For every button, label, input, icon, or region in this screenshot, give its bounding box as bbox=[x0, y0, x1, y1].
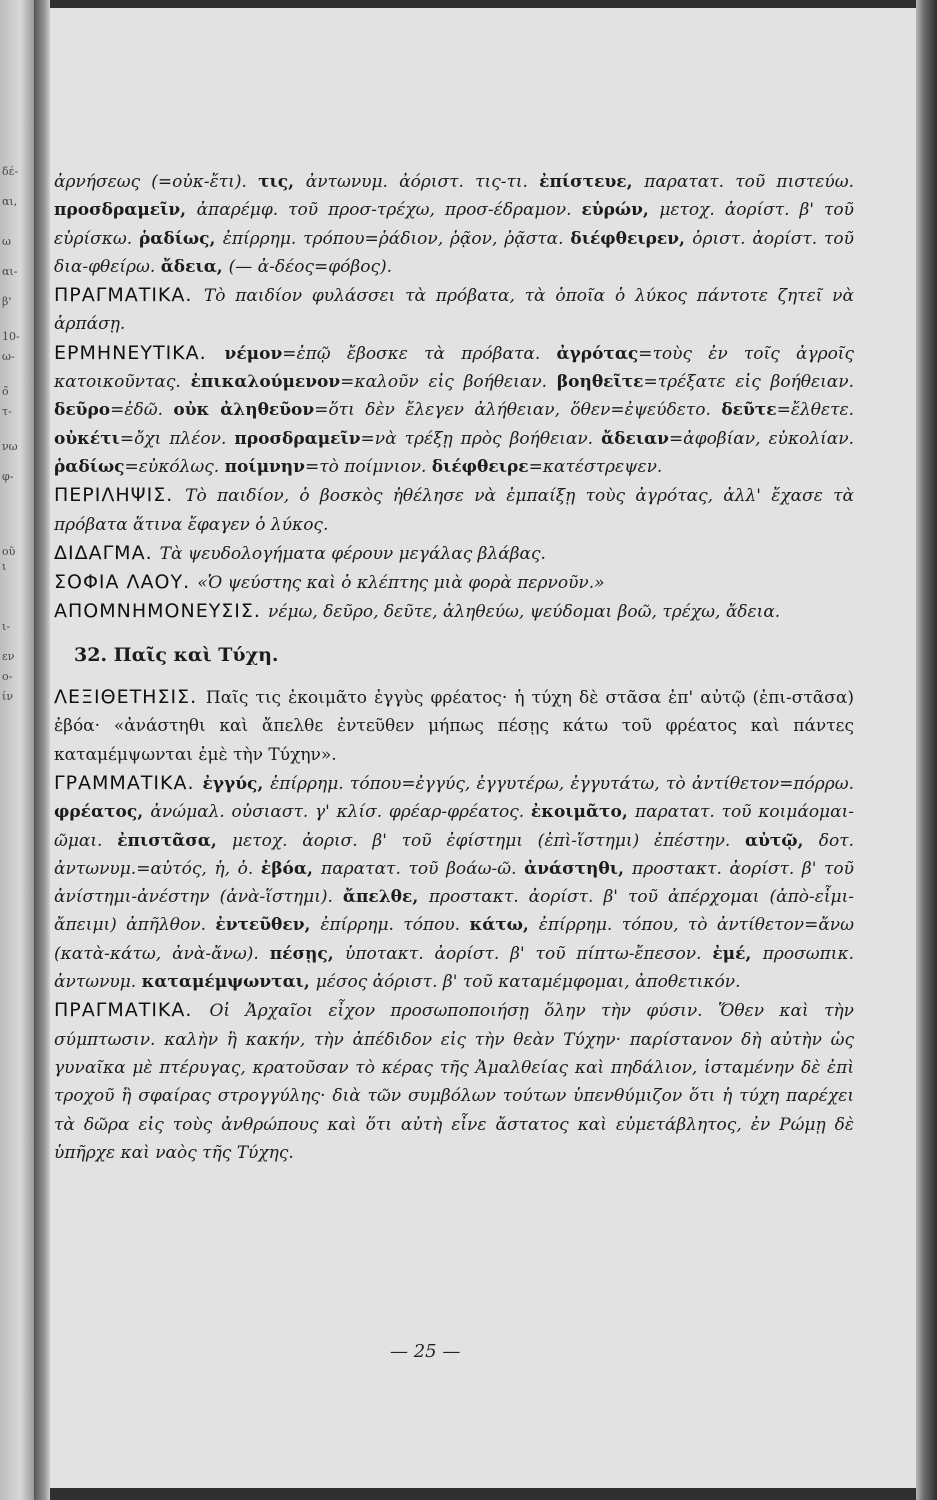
headword: ἐπικαλούμενον bbox=[190, 372, 341, 393]
headword: προσδραμεῖν, bbox=[54, 200, 197, 221]
headword: πέσῃς, bbox=[269, 943, 346, 964]
text-run: παρατατ. τοῦ πιστεύω. bbox=[644, 172, 854, 192]
headword: καταμέμψωνται, bbox=[141, 972, 316, 993]
section-label: ΕΡΜΗΝΕΥΤΙΚΑ. bbox=[54, 341, 225, 364]
section-label: ΓΡΑΜΜΑΤΙΚΑ. bbox=[54, 771, 203, 794]
headword: οὐκέτι bbox=[54, 428, 120, 449]
text-run: =ἔλθετε. bbox=[776, 400, 855, 421]
text-run: =ἐπῷ ἔβοσκε τὰ πρόβατα. bbox=[282, 343, 557, 364]
text-run: ἐπίρρημ. τόπου, τὸ ἀντίθετον=ἄνω (κατὰ-κάτω, ἀνὰ-ἄνω). bbox=[54, 915, 854, 964]
section-label: ΠΕΡΙΛΗΨΙΣ. bbox=[54, 484, 186, 507]
adjacent-page-fragment: αι- bbox=[2, 265, 18, 278]
text-run: παρατατ. τοῦ βοάω-ῶ. bbox=[321, 858, 525, 879]
headword: ἄπελθε, bbox=[342, 887, 429, 908]
headword: ῥαδίως bbox=[54, 456, 125, 477]
headword: τις, bbox=[258, 172, 306, 192]
headword: δεῦρο bbox=[54, 400, 111, 421]
page-number: — 25 — bbox=[390, 1341, 461, 1362]
text-run: μετοχ. ἀορίστ. β' τοῦ εὑρίσκω. bbox=[54, 200, 855, 249]
text-run: ἀρνήσεως (=οὐκ-ἔτι). bbox=[54, 172, 259, 192]
headword: ἀνάστηθι, bbox=[524, 858, 633, 879]
text-run: =ὅτι δὲν ἔλεγεν ἀλήθειαν, ὅθεν=ἐψεύδετο. bbox=[314, 400, 722, 421]
text-run: δοτ. ἀντωνυμ.=αὐτός, ἡ, ὁ. bbox=[54, 830, 854, 879]
adjacent-page-fragment: β' bbox=[2, 295, 12, 308]
text-run: προστακτ. ἀορίστ. β' τοῦ ἀνίστημι-ἀνέστην (ἀνὰ-ἵστημι). bbox=[54, 858, 855, 908]
adjacent-page-fragment: ο̃ bbox=[2, 385, 9, 398]
headword: ἀγρότας bbox=[556, 343, 639, 364]
text-run: ἀπαρέμφ. τοῦ προσ-τρέχω, προσ-έδραμον. bbox=[196, 200, 582, 221]
text-run: ἀντωνυμ. ἀόριστ. τις-τι. bbox=[305, 172, 540, 192]
headword: διέφθειρεν, bbox=[570, 228, 693, 249]
text-run: προσωπικ. ἀντωνυμ. bbox=[54, 943, 855, 993]
text-run: ὑποτακτ. ἀορίστ. β' τοῦ πίπτω-ἔπεσον. bbox=[345, 943, 713, 964]
headword: ποίμνην bbox=[224, 456, 305, 477]
vocabulary-section bbox=[54, 168, 854, 627]
text-run: μετοχ. ἀορισ. β' τοῦ ἐφίστημι (ἐπὶ-ἵστημι) ἐπέστην. bbox=[232, 830, 746, 851]
text-run: Τὰ ψευδολογήματα φέρουν μεγάλας βλάβας. bbox=[159, 543, 546, 564]
adjacent-page-fragment: 10- bbox=[2, 330, 20, 343]
text-run: Τὸ παιδίον, ὁ βοσκὸς ἠθέλησε νὰ ἐμπαίξῃ τοὺς ἀγρότας, ἀλλ' ἔχασε τὰ πρόβατα ἅτινα ἔφαγεν ὁ λύκος. bbox=[54, 486, 854, 535]
text-run: (— ἀ-δέος=φόβος). bbox=[228, 256, 393, 277]
headword: ἐκοιμᾶτο, bbox=[530, 802, 635, 823]
book-gutter bbox=[34, 0, 50, 1500]
text-run: Παῖς τις ἐκοιμᾶτο ἐγγὺς φρέατος· ἡ τύχη δὲ στᾶσα ἐπ' αὐτῷ (ἐπι-στᾶσα) ἐβόα· «ἀνάστηθι καὶ ἄπελθε ἐντεῦθεν μήπως πέσῃς κάτω τοῦ φρέατος καὶ πάντες καταμέμψωνται ἐμὲ τὴν Τύχην». bbox=[54, 688, 855, 765]
headword: ἄδεια, bbox=[160, 256, 229, 277]
section-label: ΠΡΑΓΜΑΤΙΚΑ. bbox=[54, 284, 204, 307]
paragraph bbox=[54, 339, 854, 481]
headword: οὐκ ἀληθεῦον bbox=[173, 400, 315, 421]
page-edge-shadow bbox=[916, 0, 937, 1500]
headword: προσδραμεῖν bbox=[234, 428, 361, 449]
headword: δεῦτε bbox=[721, 400, 777, 421]
headword: ἐντεῦθεν, bbox=[215, 915, 321, 936]
text-run: Τὸ παιδίον φυλάσσει τὰ πρόβατα, τὰ ὁποῖα ὁ λύκος πάντοτε ζητεῖ νὰ ἁρπάσῃ. bbox=[54, 286, 854, 335]
text-run: =τοὺς ἐν τοῖς ἀγροῖς κατοικοῦντας. bbox=[54, 343, 854, 393]
text-run: =νὰ τρέξῃ πρὸς βοήθειαν. bbox=[360, 428, 602, 449]
adjacent-page-fragment: αι, bbox=[2, 195, 18, 208]
adjacent-page-edge bbox=[0, 0, 34, 1500]
adjacent-page-fragment: φ- bbox=[2, 470, 14, 483]
paragraph bbox=[54, 539, 854, 568]
paragraph bbox=[54, 597, 854, 626]
headword: ἐβόα, bbox=[260, 858, 322, 879]
section-label: ΛΕΞΙΘΕΤΗΣΙΣ. bbox=[54, 686, 206, 709]
text-run: =ὄχι πλέον. bbox=[119, 428, 235, 449]
section-label: ΑΠΟΜΝΗΜΟΝΕΥΣΙΣ. bbox=[54, 600, 268, 623]
headword: ῥαδίως, bbox=[138, 228, 223, 249]
headword: διέφθειρε bbox=[431, 456, 529, 477]
headword: νέμον bbox=[224, 343, 283, 364]
book-page bbox=[50, 8, 916, 1488]
text-run: ἐπίρρημ. τόπου. bbox=[320, 915, 470, 936]
text-run: Οἱ Ἀρχαῖοι εἶχον προσωποποιήσῃ ὅλην τὴν φύσιν. Ὅθεν καὶ τὴν σύμπτωσιν. καλὴν ἢ κακήν, τὴν ἀπέδιδον εἰς τὴν θεὰν Τύχην· παρίστανον δὴ αὐτὴν ὡς γυναῖκα μὲ πτέρυγας, κρατοῦσαν τὸ κέρας τῆς Ἀμαλθείας καὶ πηδάλιον, ἱσταμένην δὲ ἐπὶ τροχοῦ ἢ σφαίρας στρογγύλης· διὰ τῶν συμβόλων τούτων ὑπενθύμιζον ὅτι ἡ τύχη παρέχει τὰ δῶρα εἰς τοὺς ἀνθρώπους καὶ ὅτι αὐτὴ εἶνε ἄστατος καὶ εὐμετάβλητος, ἐν Ρώμῃ δὲ ὑπῆρχε καὶ ναὸς τῆς Τύχης. bbox=[54, 1001, 854, 1163]
adjacent-page-fragment: νω bbox=[2, 440, 18, 453]
adjacent-page-fragment: ω bbox=[2, 235, 11, 248]
page-text bbox=[54, 168, 854, 1167]
text-run: νέμω, δεῦρο, δεῦτε, ἀληθεύω, ψεύδομαι βοῶ, τρέχω, ἄδεια. bbox=[268, 602, 781, 623]
text-run: ἐπίρρημ. τόπου=ἐγγύς, ἐγγυτέρω, ἐγγυτάτω, τὸ ἀντίθετον=πόρρω. bbox=[270, 773, 855, 794]
headword: ἐπίστευε, bbox=[539, 172, 645, 192]
adjacent-page-fragment: ω- bbox=[2, 350, 15, 363]
adjacent-page-fragment: τ- bbox=[2, 405, 12, 418]
headword: κάτω, bbox=[469, 915, 539, 936]
adjacent-page-fragment: ο- bbox=[2, 670, 13, 683]
section-label: ΣΟΦΙΑ ΛΑΟΥ. bbox=[54, 571, 198, 594]
paragraph bbox=[54, 568, 854, 597]
section-label: ΔΙΔΑΓΜΑ. bbox=[54, 541, 160, 564]
adjacent-page-fragment: δέ- bbox=[2, 165, 19, 178]
paragraph bbox=[54, 281, 854, 339]
lesson-heading: 32. Παῖς καὶ Τύχη. bbox=[74, 643, 279, 666]
text-run: μέσος ἀόριστ. β' τοῦ καταμέμφομαι, ἀποθετικόν. bbox=[315, 972, 741, 993]
text-run: =κατέστρεψεν. bbox=[528, 456, 663, 477]
text-run: =τρέξατε εἰς βοήθειαν. bbox=[643, 372, 854, 393]
adjacent-page-fragment: ίν bbox=[2, 690, 13, 703]
text-run: προστακτ. ἀορίστ. β' τοῦ ἀπέρχομαι (ἀπὸ-εἶμι-ἄπειμι) ἀπῆλθον. bbox=[54, 887, 854, 936]
adjacent-page-fragment: οῦ bbox=[2, 545, 16, 558]
paragraph bbox=[54, 769, 854, 996]
section-label: ΠΡΑΓΜΑΤΙΚΑ. bbox=[54, 999, 210, 1022]
text-run: =ἀφοβίαν, εὐκολίαν. bbox=[668, 428, 855, 449]
text-run: παρατατ. τοῦ κοιμάομαι-ῶμαι. bbox=[54, 802, 854, 851]
text-run: =καλοῦν εἰς βοήθειαν. bbox=[340, 372, 557, 393]
headword: βοηθεῖτε bbox=[556, 372, 644, 393]
adjacent-page-fragment: ι- bbox=[2, 620, 11, 633]
text-run: =ἐδῶ. bbox=[110, 400, 174, 421]
text-run: =τὸ ποίμνιον. bbox=[304, 456, 432, 477]
text-run: «Ὁ ψεύστης καὶ ὁ κλέπτης μιὰ φορὰ περνοῦν.» bbox=[197, 573, 605, 594]
headword: ἄδειαν bbox=[601, 428, 669, 449]
adjacent-page-fragment: ι bbox=[2, 560, 7, 573]
text-run: ἀνώμαλ. οὐσιαστ. γ' κλίσ. φρέαρ-φρέατος. bbox=[150, 802, 531, 823]
paragraph bbox=[54, 996, 854, 1167]
text-run: ἐπίρρημ. τρόπου=ῥάδιον, ῥᾷον, ῥᾷστα. bbox=[222, 228, 571, 249]
headword: ἐπιστᾶσα, bbox=[117, 830, 233, 851]
paragraph bbox=[54, 168, 854, 281]
paragraph bbox=[54, 683, 854, 769]
headword: εὑρών, bbox=[581, 200, 660, 221]
text-run: ὁριστ. ἀορίστ. τοῦ δια-φθείρω. bbox=[54, 228, 854, 277]
headword: φρέατος, bbox=[54, 802, 151, 823]
lesson-32-section bbox=[54, 683, 854, 1167]
headword: ἐμέ, bbox=[712, 943, 763, 964]
text-run: =εὐκόλως. bbox=[124, 456, 225, 477]
adjacent-page-fragment: εν bbox=[2, 650, 15, 663]
headword: αὐτῷ, bbox=[745, 830, 819, 851]
paragraph bbox=[54, 481, 854, 539]
headword: ἐγγύς, bbox=[202, 773, 271, 794]
